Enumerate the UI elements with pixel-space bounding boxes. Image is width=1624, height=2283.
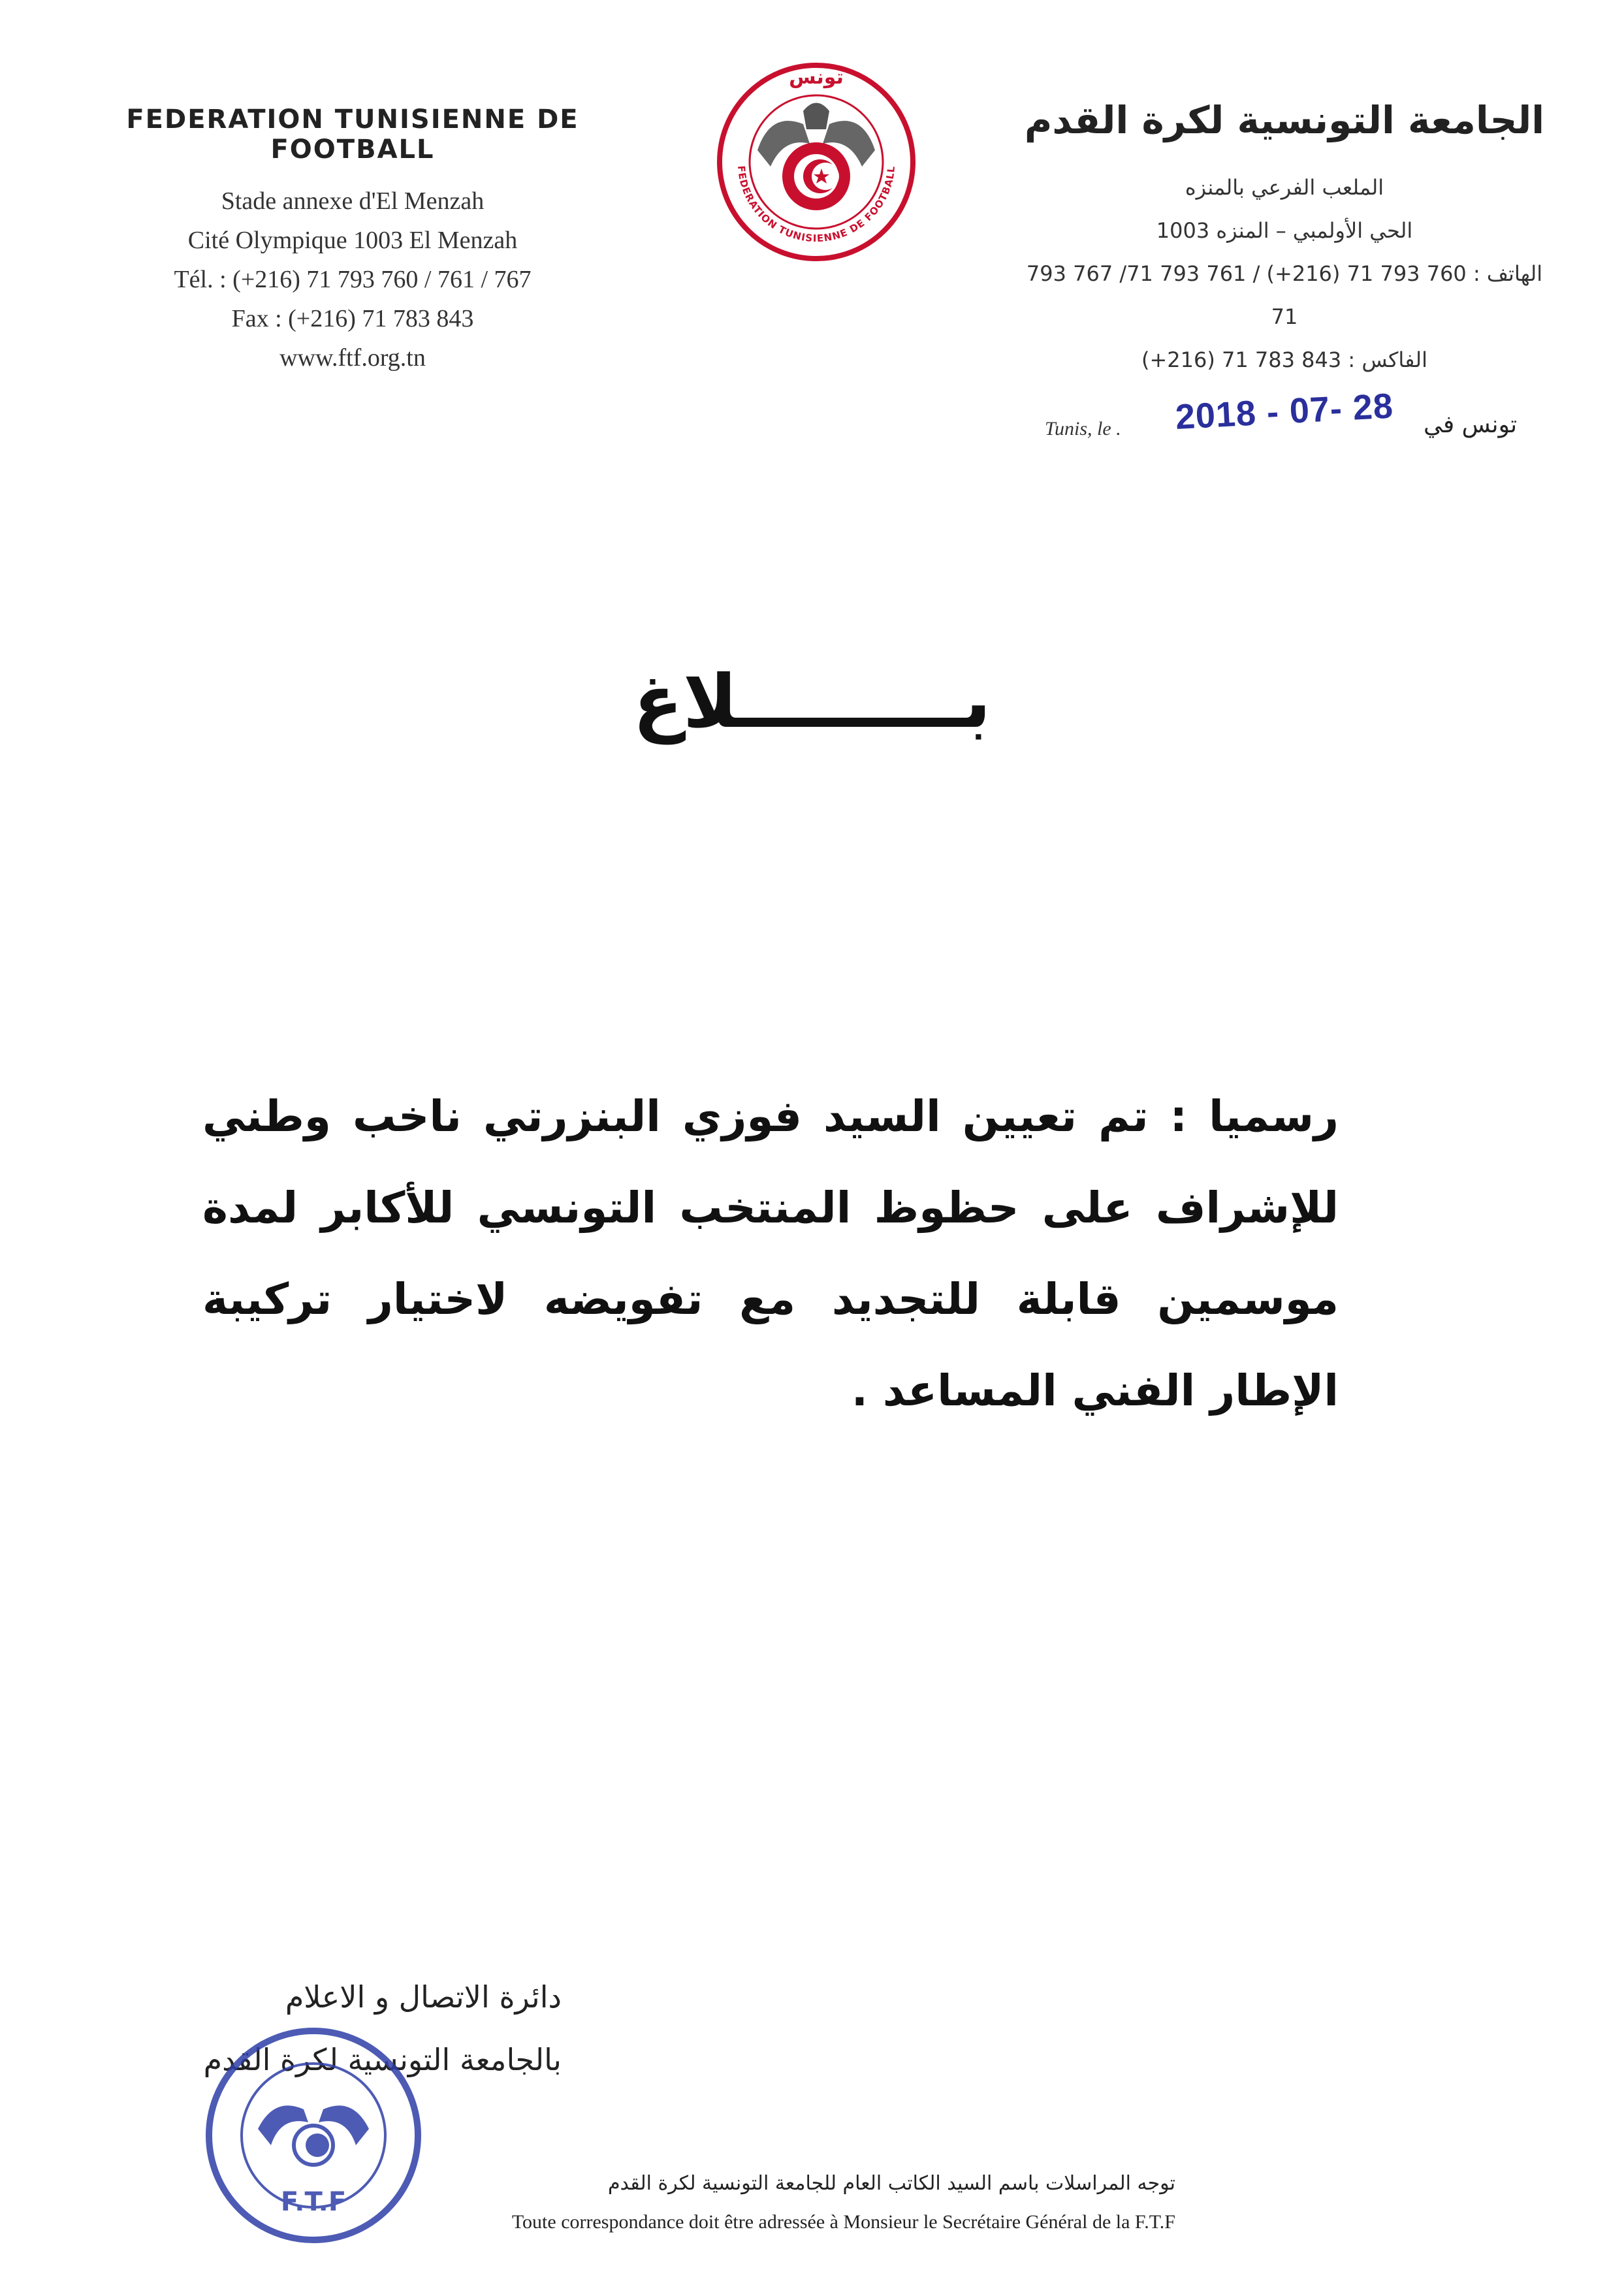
- address-line-2: Cité Olympique 1003 El Menzah: [187, 227, 518, 254]
- signature-line-1: دائرة الاتصال و الاعلام: [285, 1979, 562, 2015]
- date-stamp: 2018 - 07- 28: [1174, 386, 1395, 437]
- federation-name-ar: الجامعة التونسية لكرة القدم: [1024, 98, 1545, 142]
- arabic-letterhead: [1017, 98, 1552, 381]
- footer-french: Toute correspondance doit être adressée à Monsieur le Secrétaire Général de la F.T.F: [511, 2211, 1175, 2233]
- fax-line: Fax : (+216) 71 783 843: [231, 305, 474, 332]
- fax-ar-line: الفاكس : 843 783 71 (216+): [1141, 347, 1427, 372]
- phone-line: Tél. : (+216) 71 793 760 / 761 / 767: [174, 266, 532, 293]
- date-label-ar: تونس في: [1424, 411, 1518, 438]
- phone-ar-line: الهاتف : 760 793 71 (216+) / 761 793 71/ 767 793 71: [1026, 261, 1543, 329]
- federation-name-fr: FEDERATION TUNISIENNE DE FOOTBALL: [126, 104, 579, 165]
- logo-ring-text: FEDERATION TUNISIENNE DE FOOTBALL: [735, 165, 898, 245]
- address-ar-line-2: الحي الأولمبي – المنزه 1003: [1156, 218, 1413, 243]
- french-letterhead: [65, 104, 640, 377]
- date-label-fr: Tunis, le .: [1045, 418, 1121, 439]
- signature-line-2: بالجامعة التونسية لكرة القدم: [203, 2042, 562, 2077]
- website-line: www.ftf.org.tn: [279, 344, 426, 372]
- footer-arabic: توجه المراسلات باسم السيد الكاتب العام للجامعة التونسية لكرة القدم: [607, 2172, 1175, 2195]
- federation-logo-icon: [712, 52, 921, 268]
- document-title: بـــــــــلاغ: [633, 660, 991, 744]
- logo-arabic-text: تونس: [789, 66, 844, 89]
- announcement-body: رسميا : تم تعيين السيد فوزي البنزرتي ناخب وطني للإشراف على حظوظ المنتخب التونسي للأكابر لمدة موسمين قابلة للتجديد مع تفويضه لاختيار تركيبة الإطار الفني المساعد .: [202, 1091, 1339, 1416]
- address-line-1: Stade annexe d'El Menzah: [221, 187, 485, 215]
- address-ar-line-1: الملعب الفرعي بالمنزه: [1185, 175, 1384, 200]
- official-stamp-icon: [196, 2018, 431, 2253]
- stamp-ftf-text: F.T.F: [280, 2187, 347, 2217]
